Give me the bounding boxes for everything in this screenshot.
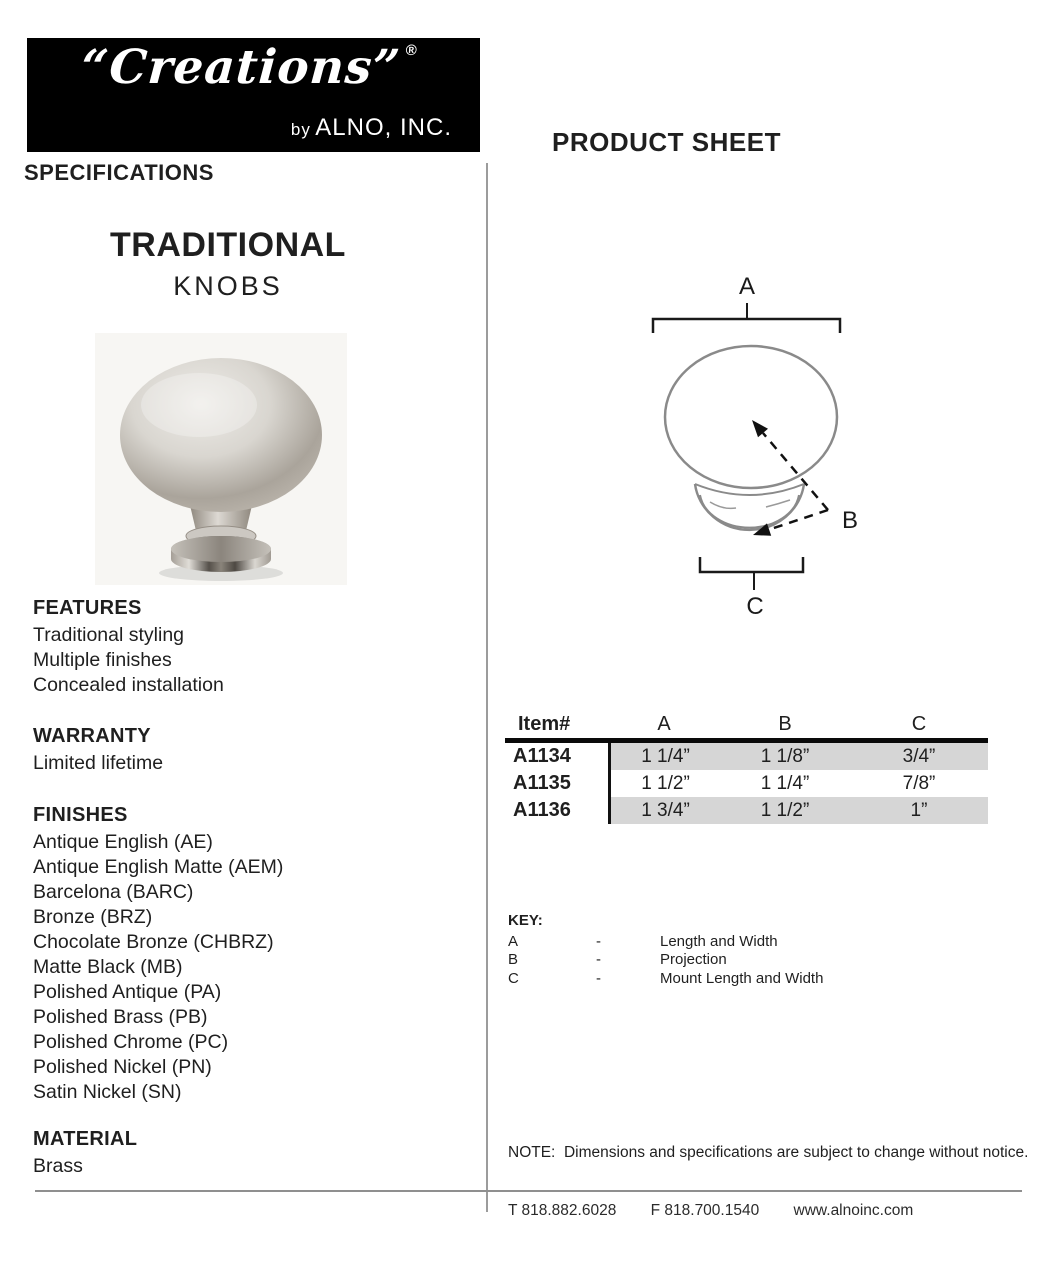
finish-item: Antique English Matte (AEM): [33, 856, 284, 878]
finish-item: Polished Brass (PB): [33, 1006, 208, 1028]
brand-byline-by: by: [290, 120, 311, 139]
key-row: [508, 970, 823, 989]
brand-byline: [291, 114, 452, 142]
spec-row-a: 1 1/2”: [608, 770, 720, 797]
spec-table-header-b: B: [720, 712, 850, 743]
spec-row-b: 1 1/4”: [760, 772, 810, 794]
spec-row-a: 1 3/4”: [608, 797, 720, 824]
footer-phone: T 818.882.6028: [508, 1202, 617, 1219]
registered-trademark-icon: ®: [405, 42, 418, 59]
features-list: [33, 623, 463, 698]
dimension-label-b: B: [842, 507, 859, 534]
knob-base-bottom-rim: [700, 495, 799, 528]
spec-row-c: 3/4”: [850, 743, 988, 770]
material-section: [33, 1128, 463, 1179]
footer-contact: [508, 1202, 913, 1220]
knob-base-highlight-left: [710, 502, 736, 508]
key-separator: -: [596, 969, 601, 987]
finishes-section: [33, 804, 463, 1105]
brand-logo: [27, 38, 480, 152]
projection-dashed-line-lower: [769, 510, 828, 530]
spec-row-item: A1136: [505, 797, 608, 824]
knob-base-rim-top: [695, 484, 804, 495]
knob-base-highlight-right: [766, 500, 790, 507]
key-letter: A: [508, 932, 519, 950]
warranty-item: Limited lifetime: [33, 752, 164, 774]
finish-item: Polished Chrome (PC): [33, 1031, 229, 1053]
features-heading: FEATURES: [33, 597, 142, 619]
finish-item: Polished Antique (PA): [33, 981, 222, 1003]
brand-company: ALNO, INC.: [315, 114, 452, 141]
key-letter: C: [508, 969, 519, 987]
spec-table-header-a: A: [608, 712, 720, 743]
warranty-list: [33, 751, 463, 776]
projection-dashed-line-upper: [763, 433, 828, 510]
spec-row-c: 7/8”: [902, 772, 936, 794]
finish-item: Antique English (AE): [33, 831, 213, 853]
feature-item: Concealed installation: [33, 674, 224, 696]
key-row: [508, 933, 823, 952]
warranty-section: [33, 725, 463, 776]
spec-row-c: 1”: [850, 797, 988, 824]
key-separator: -: [596, 951, 601, 968]
key-heading: KEY:: [508, 912, 543, 929]
key-description: Mount Length and Width: [660, 969, 824, 987]
dimension-bracket-c: [700, 557, 803, 572]
material-item: Brass: [33, 1155, 83, 1177]
features-section: [33, 597, 463, 698]
key-section: [508, 912, 823, 988]
spec-table-header-item: Item#: [505, 712, 608, 743]
disclaimer-note: NOTE: Dimensions and specifications are subject to change without notice.: [508, 1144, 1029, 1161]
finish-item: Barcelona (BARC): [33, 881, 194, 903]
spec-row-item: A1135: [505, 770, 608, 797]
finish-item: Polished Nickel (PN): [33, 1056, 212, 1078]
product-photo: [95, 333, 347, 585]
product-sheet-title: PRODUCT SHEET: [552, 127, 781, 157]
product-family-title: TRADITIONAL: [110, 226, 346, 264]
brand-logo-script: [39, 40, 458, 95]
finishes-heading: FINISHES: [33, 804, 128, 826]
finish-item: Matte Black (MB): [33, 956, 183, 978]
key-letter: B: [508, 951, 519, 968]
product-type-title: KNOBS: [173, 271, 283, 301]
feature-item: Traditional styling: [33, 624, 185, 646]
key-description: Length and Width: [660, 932, 778, 950]
material-list: [33, 1154, 463, 1179]
finish-item: Bronze (BRZ): [33, 906, 153, 928]
brand-name: “Creations”: [79, 40, 403, 95]
key-separator: -: [596, 932, 601, 950]
knob-top-outline: [665, 346, 837, 488]
footer-website: www.alnoinc.com: [793, 1202, 914, 1219]
spec-row-b: 1 1/2”: [720, 797, 850, 824]
knob-base-outer: [695, 484, 804, 530]
spec-row-item: A1134: [505, 743, 608, 770]
column-divider: [486, 163, 488, 1212]
finish-item: Satin Nickel (SN): [33, 1081, 182, 1103]
spec-table: [505, 712, 988, 824]
spec-row-a: 1 1/4”: [608, 743, 720, 770]
dimension-bracket-a: [653, 319, 840, 333]
dimension-label-a: A: [738, 273, 756, 300]
key-row: [508, 951, 823, 970]
spec-table-header-c: C: [850, 712, 988, 743]
footer-rule: [35, 1190, 1022, 1192]
footer-fax: F 818.700.1540: [650, 1202, 760, 1219]
finishes-list: [33, 830, 463, 1105]
dimension-label-c: C: [746, 593, 764, 620]
spec-row-b: 1 1/8”: [720, 743, 850, 770]
finish-item: Chocolate Bronze (CHBRZ): [33, 931, 274, 953]
specifications-title: SPECIFICATIONS: [24, 160, 214, 185]
knob-image: [95, 333, 347, 585]
material-heading: MATERIAL: [33, 1128, 138, 1150]
dimension-diagram: [620, 270, 880, 630]
feature-item: Multiple finishes: [33, 649, 172, 671]
warranty-heading: WARRANTY: [33, 725, 151, 747]
key-description: Projection: [660, 951, 727, 968]
